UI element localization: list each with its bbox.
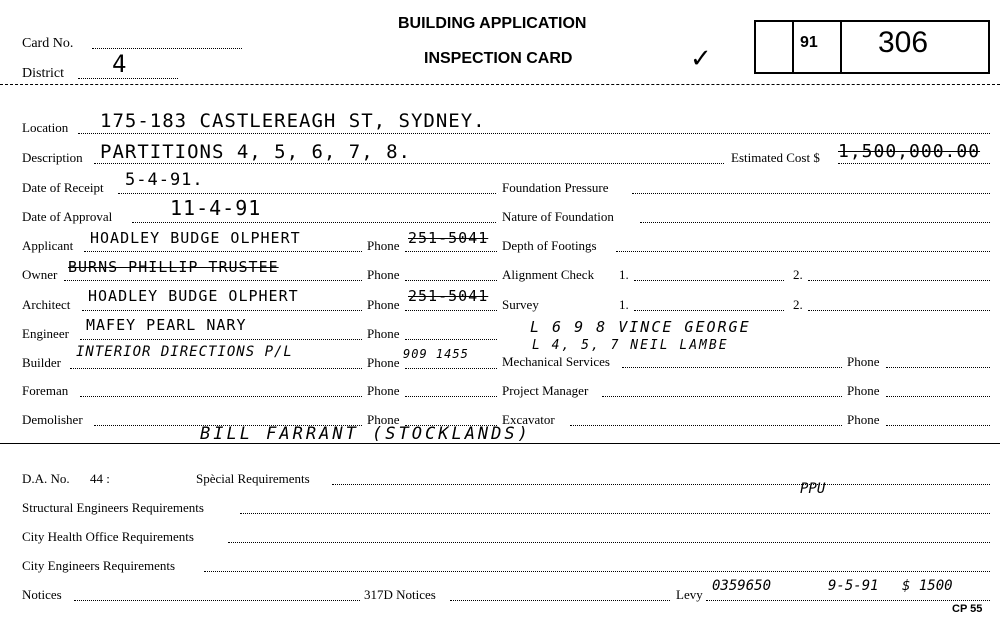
- foreman-line: [80, 396, 362, 397]
- mechanical-line: [622, 367, 842, 368]
- city-engineers-line: [204, 571, 990, 572]
- section-divider: [0, 443, 1000, 444]
- approval-label: Date of Approval: [22, 209, 113, 224]
- approval-value: 11-4-91: [170, 196, 262, 220]
- description-line: [94, 163, 724, 164]
- owner-value: BURNS PHILLIP TRUSTEE: [68, 258, 279, 276]
- foreman-phone-line: [405, 396, 497, 397]
- receipt-value: 5-4-91.: [125, 170, 204, 190]
- handwritten-contact-note: BILL FARRANT (STOCKLANDS): [200, 424, 531, 444]
- builder-label: Builder: [22, 355, 61, 370]
- foundation-pressure-line: [632, 193, 990, 194]
- mechanical-label: Mechanical Services: [502, 354, 610, 369]
- form-code: CP 55: [952, 603, 983, 615]
- builder-phone-value: 909 1455: [403, 347, 469, 361]
- box-divider-2: [840, 20, 842, 74]
- alignment-2-label: 2.: [793, 267, 803, 282]
- architect-value: HOADLEY BUDGE OLPHERT: [88, 287, 299, 305]
- demolisher-phone-label: Phone: [367, 412, 400, 427]
- check-mark-icon: ✓: [690, 44, 712, 73]
- card-number-prefix: 91: [800, 34, 818, 51]
- depth-footings-label: Depth of Footings: [502, 238, 597, 253]
- district-label: District: [22, 66, 64, 81]
- engineer-value: MAFEY PEARL NARY: [86, 316, 247, 334]
- contact-note-1: L 6 9 8 VINCE GEORGE: [530, 318, 751, 336]
- estimated-cost-label: Estimated Cost $: [731, 150, 820, 165]
- survey-2-line: [808, 310, 990, 311]
- contact-note-2: L 4, 5, 7 NEIL LAMBE: [532, 338, 729, 353]
- applicant-label: Applicant: [22, 238, 74, 253]
- applicant-phone-line: [405, 251, 497, 252]
- health-label: City Health Office Requirements: [22, 529, 194, 544]
- district-line: [78, 78, 178, 79]
- location-label: Location: [22, 120, 69, 135]
- levy-amount: $ 1500: [902, 578, 953, 594]
- owner-label: Owner: [22, 267, 58, 282]
- alignment-label: Alignment Check: [502, 267, 595, 282]
- district-value: 4: [112, 50, 127, 78]
- demolisher-label: Demolisher: [22, 412, 83, 427]
- levy-date: 9-5-91: [828, 578, 879, 594]
- notices-317d-label: 317D Notices: [364, 587, 436, 602]
- excavator-phone-line: [886, 425, 990, 426]
- form-subtitle: INSPECTION CARD: [424, 50, 573, 67]
- foreman-phone-label: Phone: [367, 383, 400, 398]
- foreman-label: Foreman: [22, 383, 69, 398]
- builder-line: [70, 368, 362, 369]
- applicant-phone-value: 251-5041: [408, 229, 489, 247]
- estimated-cost-value: 1,500,000.00: [838, 141, 981, 162]
- architect-phone-line: [405, 310, 497, 311]
- notices-line: [74, 600, 360, 601]
- levy-line: [706, 600, 990, 601]
- nature-foundation-line: [640, 222, 990, 223]
- levy-label: Levy: [676, 587, 703, 602]
- applicant-value: HOADLEY BUDGE OLPHERT: [90, 229, 301, 247]
- project-manager-phone-label: Phone: [847, 383, 880, 398]
- special-requirements-line: [332, 484, 990, 485]
- owner-phone-label: Phone: [367, 267, 400, 282]
- architect-label: Architect: [22, 297, 71, 312]
- architect-phone-value: 251-5041: [408, 287, 489, 305]
- applicant-line: [84, 251, 362, 252]
- excavator-phone-label: Phone: [847, 412, 880, 427]
- owner-phone-line: [405, 280, 497, 281]
- special-requirements-label: Spècial Requirements: [196, 471, 310, 486]
- receipt-label: Date of Receipt: [22, 180, 104, 195]
- form-title: BUILDING APPLICATION: [398, 15, 587, 32]
- structural-label: Structural Engineers Requirements: [22, 500, 204, 515]
- da-label: D.A. No.: [22, 471, 70, 486]
- survey-2-label: 2.: [793, 297, 803, 312]
- levy-value: 0359650: [712, 578, 772, 594]
- foundation-pressure-label: Foundation Pressure: [502, 180, 609, 195]
- location-line: [78, 133, 990, 134]
- alignment-1-label: 1.: [619, 267, 629, 282]
- applicant-phone-label: Phone: [367, 238, 400, 253]
- depth-footings-line: [616, 251, 990, 252]
- location-value: 175-183 CASTLEREAGH ST, SYDNEY.: [100, 110, 486, 132]
- architect-phone-label: Phone: [367, 297, 400, 312]
- mechanical-phone-line: [886, 367, 990, 368]
- estimated-cost-line: [838, 163, 990, 164]
- description-label: Description: [22, 150, 83, 165]
- builder-value: INTERIOR DIRECTIONS P/L: [76, 344, 293, 360]
- notices-317d-line: [450, 600, 670, 601]
- builder-phone-label: Phone: [367, 355, 400, 370]
- nature-foundation-label: Nature of Foundation: [502, 209, 614, 224]
- approval-line: [132, 222, 496, 223]
- project-manager-label: Project Manager: [502, 383, 589, 398]
- ppu-note: PPU: [800, 481, 826, 497]
- notices-label: Notices: [22, 587, 62, 602]
- card-number-main: 306: [878, 26, 929, 59]
- owner-line: [64, 280, 362, 281]
- da-value: 44 :: [90, 471, 110, 486]
- engineer-line: [80, 339, 362, 340]
- alignment-2-line: [808, 280, 990, 281]
- engineer-label: Engineer: [22, 326, 69, 341]
- survey-1-label: 1.: [619, 297, 629, 312]
- alignment-1-line: [634, 280, 784, 281]
- receipt-line: [118, 193, 496, 194]
- box-divider-1: [792, 20, 794, 74]
- header-divider: [0, 84, 1000, 85]
- city-engineers-label: City Engineers Requirements: [22, 558, 176, 573]
- architect-line: [82, 310, 362, 311]
- excavator-label: Excavator: [502, 412, 555, 427]
- card-number-box: [754, 20, 990, 74]
- engineer-phone-line: [405, 339, 497, 340]
- project-manager-line: [602, 396, 842, 397]
- engineer-phone-label: Phone: [367, 326, 400, 341]
- card-no-label: Card No.: [22, 36, 74, 51]
- survey-label: Survey: [502, 297, 539, 312]
- builder-phone-line: [405, 368, 497, 369]
- mechanical-phone-label: Phone: [847, 354, 880, 369]
- description-value: PARTITIONS 4, 5, 6, 7, 8.: [100, 141, 411, 163]
- project-manager-phone-line: [886, 396, 990, 397]
- structural-line: [240, 513, 990, 514]
- survey-1-line: [634, 310, 784, 311]
- health-line: [228, 542, 990, 543]
- card-no-line: [92, 48, 242, 49]
- excavator-line: [570, 425, 842, 426]
